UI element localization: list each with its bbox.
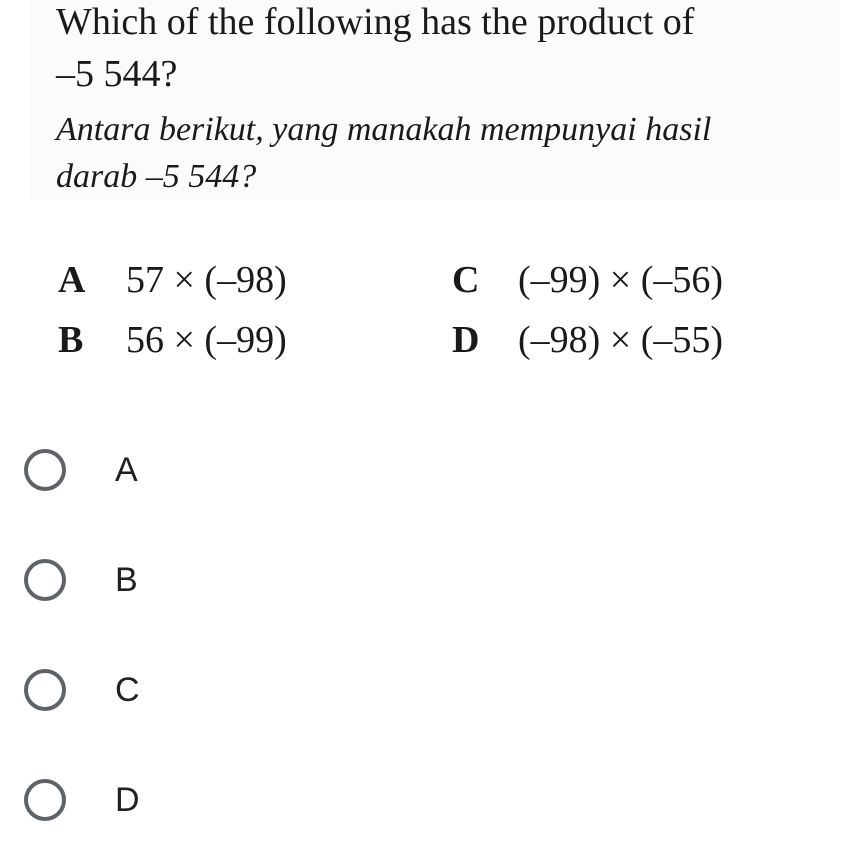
printed-option-expression: (–98) × (–55) [518,319,724,361]
printed-option-a [58,258,287,302]
question-english-line-2: –5 544? [56,53,178,95]
choice-label-c: C [115,670,140,709]
question-malay-line-1: Antara berikut, yang manakah mempunyai hasil [56,111,712,148]
printed-option-expression: 57 × (–98) [126,259,287,301]
choice-a[interactable] [24,442,424,498]
printed-option-letter: C [452,259,480,301]
printed-option-expression: 56 × (–99) [126,319,287,361]
choice-b[interactable] [24,552,424,608]
printed-option-d [452,318,723,362]
printed-option-b [58,318,287,362]
question-english-line-1: Which of the following has the product of [56,1,695,43]
radio-button-b[interactable] [24,559,66,601]
choice-c[interactable] [24,662,424,718]
printed-option-expression: (–99) × (–56) [518,259,724,301]
printed-option-letter: D [452,319,480,361]
radio-button-a[interactable] [24,449,66,491]
printed-option-letter: A [58,259,86,301]
choice-label-b: B [115,560,138,599]
choice-label-a: A [115,450,138,489]
choice-d[interactable] [24,772,424,828]
radio-button-c[interactable] [24,669,66,711]
printed-option-c [452,258,723,302]
question-malay-line-2: darab –5 544? [56,158,257,195]
radio-button-d[interactable] [24,779,66,821]
choice-label-d: D [115,780,140,819]
printed-option-letter: B [58,319,84,361]
